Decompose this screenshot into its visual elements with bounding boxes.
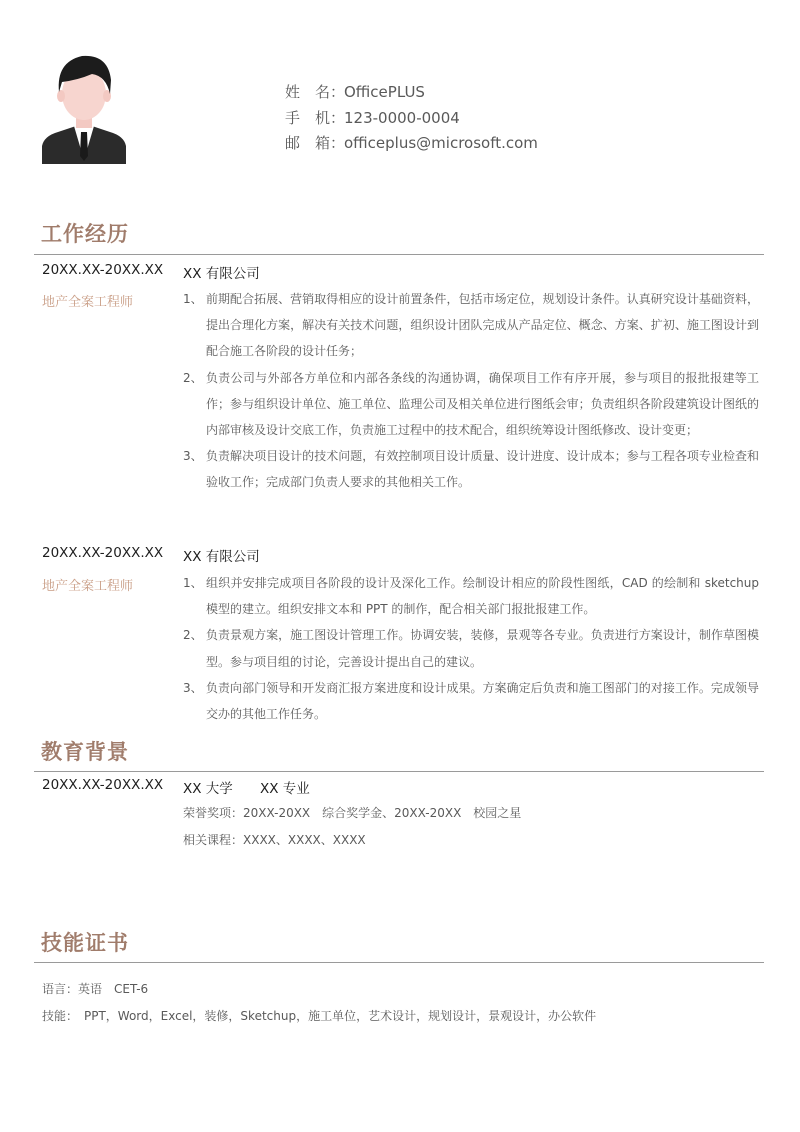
education-honors: 荣誉奖项：20XX-20XX 综合奖学金、20XX-20XX 校园之星	[183, 806, 522, 820]
duty-number: 3、	[183, 680, 203, 695]
education-school: XX 大学	[183, 781, 233, 797]
duty-number: 2、	[183, 370, 203, 385]
job-1-duty-2	[183, 365, 759, 444]
profile-info	[285, 80, 538, 157]
email-label: 邮 箱：	[285, 134, 346, 152]
education-courses: 相关课程：XXXX、XXXX、XXXX	[183, 833, 366, 847]
job-2-period: 20XX.XX-20XX.XX	[42, 545, 164, 561]
duty-number: 1、	[183, 576, 203, 590]
name-row	[285, 80, 538, 106]
duty-text: 负责公司与外部各方单位和内部各条线的沟通协调，确保项目工作有序开展，参与项目的报批报建等工作；参与组织设计单位、施工单位、监理公司及相关单位进行图纸会审；负责组织各阶段建筑设计图纸的内部审核及设计交底工作，负责施工过程中的技术配合，组织统筹设计图纸修改、设计变更；	[206, 370, 759, 438]
name-value: OfficePLUS	[344, 83, 425, 101]
job-2-duties	[183, 570, 759, 727]
work-section-rule	[34, 254, 764, 255]
job-1-duty-1	[183, 286, 759, 365]
job-1-duty-3	[183, 443, 759, 495]
education-section-title: 教育背景	[41, 740, 129, 764]
skills-language: 语言：英语 CET-6	[42, 982, 149, 996]
job-1-company: XX 有限公司	[183, 266, 260, 282]
duty-number: 2、	[183, 628, 203, 643]
job-2-duty-2	[183, 622, 759, 674]
work-section-title: 工作经历	[41, 222, 129, 246]
education-section-rule	[34, 771, 764, 772]
job-1-position: 地产全案工程师	[42, 295, 134, 310]
job-2-company: XX 有限公司	[183, 549, 260, 565]
duty-text: 负责景观方案，施工图设计管理工作。协调安装，装修，景观等各专业。负责进行方案设计，制作草图模型。参与项目组的讨论，完善设计提出自己的建议。	[206, 628, 759, 669]
phone-row	[285, 106, 538, 132]
phone-label: 手 机：	[285, 108, 346, 127]
name-label: 姓 名：	[285, 83, 346, 101]
email-value: officeplus@microsoft.com	[344, 134, 538, 152]
phone-value: 123-0000-0004	[344, 108, 460, 127]
duty-text: 负责向部门领导和开发商汇报方案进度和设计成果。方案确定后负责和施工图部门的对接工作。完成领导交办的其他工作任务。	[206, 680, 759, 722]
job-1-header	[42, 262, 260, 282]
duty-text: 前期配合拓展、营销取得相应的设计前置条件，包括市场定位，规划设计条件。认真研究设计基础资料，提出合理化方案，解决有关技术问题，组织设计团队完成从产品定位、概念、方案、扩初、施工图设计到配合施工各阶段的设计任务；	[206, 292, 759, 359]
duty-number: 3、	[183, 449, 203, 464]
email-row	[285, 131, 538, 157]
duty-text: 负责解决项目设计的技术问题，有效控制项目设计质量、设计进度、设计成本；参与工程各项专业检查和验收工作；完成部门负责人要求的其他相关工作。	[206, 449, 759, 490]
education-period: 20XX.XX-20XX.XX	[42, 777, 164, 793]
job-2-duty-3	[183, 675, 759, 727]
duty-text: 组织并安排完成项目各阶段的设计及深化工作。绘制设计相应的阶段性图纸，CAD 的绘制和 sketchup 模型的建立。组织安排文本和 PPT 的制作，配合相关部门报批报建工作。	[206, 576, 759, 617]
duty-number: 1、	[183, 292, 203, 306]
skills-section-title: 技能证书	[41, 931, 129, 955]
job-1-duties	[183, 286, 759, 496]
skills-list: 技能： PPT，Word，Excel，装修，Sketchup，施工单位，艺术设计，规划设计，景观设计，办公软件	[42, 1009, 597, 1023]
job-2-duty-1	[183, 570, 759, 622]
avatar	[42, 50, 126, 164]
job-2-position: 地产全案工程师	[42, 579, 134, 594]
skills-section-rule	[34, 962, 764, 963]
education-major: XX 专业	[260, 781, 310, 797]
job-2-header	[42, 545, 260, 565]
job-1-period: 20XX.XX-20XX.XX	[42, 262, 164, 278]
